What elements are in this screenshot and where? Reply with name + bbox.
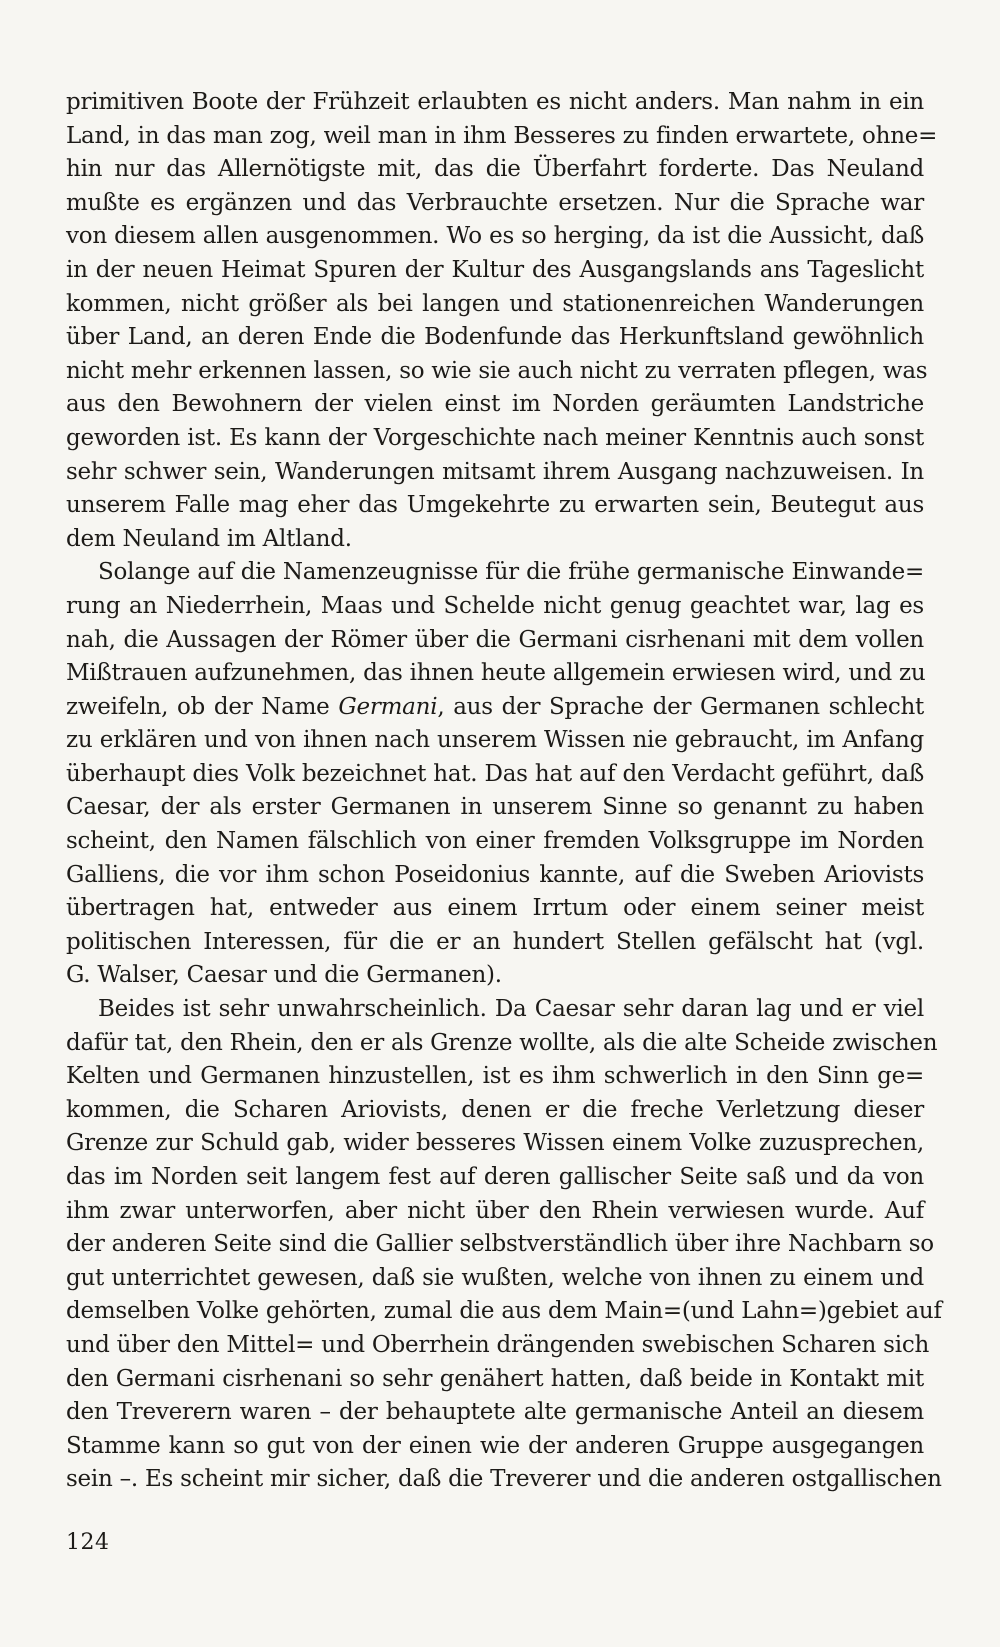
text-segment: , aus der Sprache der Germanen schlecht xyxy=(437,693,925,720)
text-line: überhaupt dies Volk bezeichnet hat. Das hat auf den Verdacht geführt, daß xyxy=(66,760,924,787)
text-line: Galliens, die vor ihm schon Poseidonius kannte, auf die Sweben Ariovists xyxy=(66,861,924,888)
text-line: in der neuen Heimat Spuren der Kultur des Ausgangslands ans Tageslicht xyxy=(66,256,924,283)
text-line: aus den Bewohnern der vielen einst im Norden geräumten Landstriche xyxy=(66,391,924,418)
text-line: das im Norden seit langem fest auf deren gallischer Seite saß und da von xyxy=(66,1164,924,1190)
text-line: dem Neuland im Altland. xyxy=(66,525,352,552)
text-line: mußte es ergänzen und das Verbrauchte ersetzen. Nur die Sprache war xyxy=(66,189,924,216)
text-line: von diesem allen ausgenommen. Wo es so herging, da ist die Aussicht, daß xyxy=(66,223,924,250)
text-line: nah, die Aussagen der Römer über die Germani cisrhenani mit dem vollen xyxy=(66,626,924,653)
text-line: geworden ist. Es kann der Vorgeschichte nach meiner Kenntnis auch sonst xyxy=(66,424,924,451)
text-line: Mißtrauen aufzunehmen, das ihnen heute allgemein erwiesen wird, und zu xyxy=(66,660,926,687)
text-line: sein –. Es scheint mir sicher, daß die Treverer und die anderen ostgallischen xyxy=(66,1466,942,1493)
text-line: nicht mehr erkennen lassen, so wie sie auch nicht zu verraten pflegen, was xyxy=(66,357,928,384)
page-number: 124 xyxy=(66,1530,110,1555)
text-line: Kelten und Germanen hinzustellen, ist es ihm schwerlich in den Sinn ge= xyxy=(66,1063,924,1090)
text-line: Stamme kann so gut von der einen wie der anderen Gruppe ausgegangen xyxy=(66,1432,924,1459)
text-segment: zweifeln, ob der Name xyxy=(66,693,339,720)
text-line: Land, in das man zog, weil man in ihm Besseres zu finden erwartete, ohne= xyxy=(66,122,938,149)
text-line: der anderen Seite sind die Gallier selbstverständlich über ihre Nachbarn so xyxy=(66,1231,934,1258)
text-line-with-italic xyxy=(66,691,924,725)
body-text xyxy=(66,86,942,1497)
text-line: rung an Niederrhein, Maas und Schelde nicht genug geachtet war, lag es xyxy=(66,592,924,619)
text-line: ihm zwar unterworfen, aber nicht über den Rhein verwiesen wurde. Auf xyxy=(66,1197,924,1224)
text-line: den Germani cisrhenani so sehr genähert hatten, daß beide in Kontakt mit xyxy=(66,1365,924,1392)
text-line: zu erklären und von ihnen nach unserem Wissen nie gebraucht, im Anfang xyxy=(66,727,924,754)
text-line: Caesar, der als erster Germanen in unserem Sinne so genannt zu haben xyxy=(66,794,924,821)
text-line: über Land, an deren Ende die Bodenfunde das Herkunftsland gewöhnlich xyxy=(66,324,924,351)
text-line: kommen, die Scharen Ariovists, denen er die freche Verletzung dieser xyxy=(66,1096,924,1123)
text-line: gut unterrichtet gewesen, daß sie wußten, welche von ihnen zu einem und xyxy=(66,1264,924,1291)
text-line: übertragen hat, entweder aus einem Irrtum oder einem seiner meist xyxy=(66,895,924,922)
text-line: hin nur das Allernötigste mit, das die Überfahrt forderte. Das Neuland xyxy=(66,156,924,183)
italic-term: Germani xyxy=(338,693,438,720)
text-line: demselben Volke gehörten, zumal die aus dem Main=(und Lahn=)gebiet auf xyxy=(66,1298,942,1325)
text-line: G. Walser, Caesar und die Germanen). xyxy=(66,962,502,989)
text-line: dafür tat, den Rhein, den er als Grenze wollte, als die alte Scheide zwischen xyxy=(66,1029,938,1056)
text-line: scheint, den Namen fälschlich von einer fremden Volksgruppe im Norden xyxy=(66,828,924,855)
text-line: kommen, nicht größer als bei langen und stationenreichen Wanderungen xyxy=(66,290,924,317)
text-line: den Treverern waren – der behauptete alte germanische Anteil an diesem xyxy=(66,1399,924,1426)
text-line: sehr schwer sein, Wanderungen mitsamt ihrem Ausgang nachzuweisen. In xyxy=(66,458,924,485)
text-line: unserem Falle mag eher das Umgekehrte zu erwarten sein, Beutegut aus xyxy=(66,492,924,519)
text-line: Beides ist sehr unwahrscheinlich. Da Caesar sehr daran lag und er viel xyxy=(98,996,924,1023)
text-line: politischen Interessen, für die er an hundert Stellen gefälscht hat (vgl. xyxy=(66,928,924,955)
text-line: primitiven Boote der Frühzeit erlaubten es nicht anders. Man nahm in ein xyxy=(66,89,924,115)
text-line: Solange auf die Namenzeugnisse für die frühe germanische Einwande= xyxy=(98,559,924,586)
text-line: und über den Mittel= und Oberrhein drängenden swebischen Scharen sich xyxy=(66,1331,930,1358)
text-line: Grenze zur Schuld gab, wider besseres Wissen einem Volke zuzusprechen, xyxy=(66,1130,924,1157)
